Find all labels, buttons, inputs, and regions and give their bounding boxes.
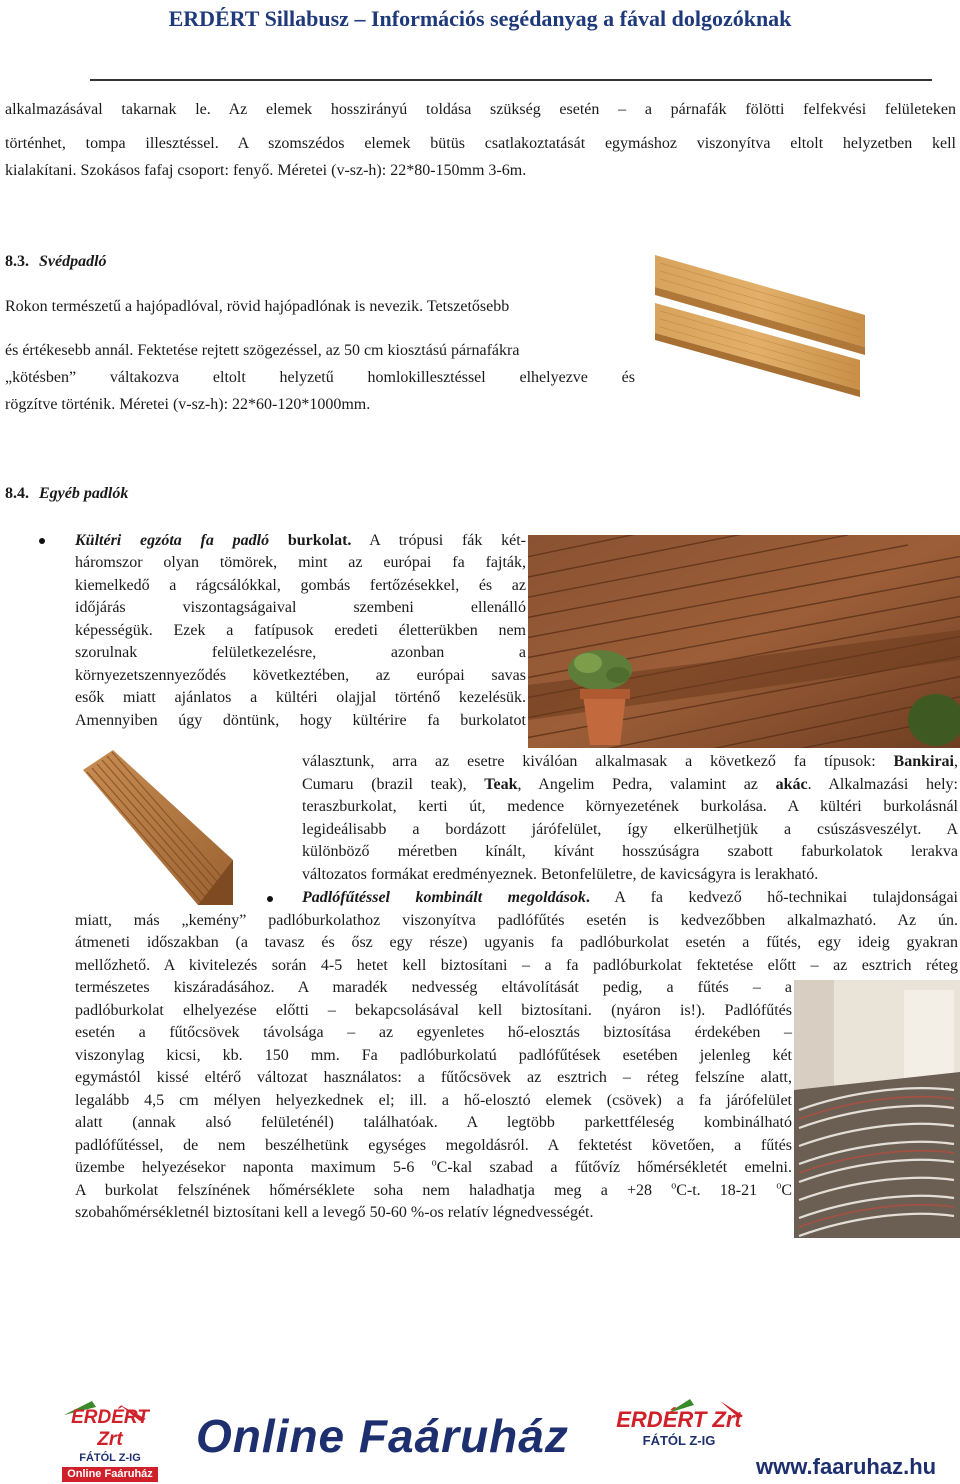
bullet-1-cont-2-akac: akác — [775, 776, 808, 793]
section-8-4-heading — [5, 485, 128, 503]
bullet-2-line-13-a: üzembe helyezésekor naponta maximum 5-6 — [75, 1159, 432, 1176]
bullet-1-cont-1 — [302, 751, 958, 774]
bullet-1-cont-2 — [302, 774, 958, 797]
bullet-1-line-3: kiemelkedő a rágcsálókkal, gombás fertőzésekkel, és az — [75, 577, 526, 594]
bullet-2-title-italic: Padlófűtéssel kombinált megoldások — [302, 889, 586, 906]
bullet-1-cont-3: teraszburkolat, kerti út, medence környezetének burkolása. A kültéri burkolásnál — [302, 798, 958, 815]
bullet-2-line-13-b: C-kal szabad a fűtővíz hőmérsékletét emelni. — [436, 1159, 792, 1176]
bullet-2-line-10: legalább 4,5 cm mélyen helyezkednek el; ill. a hő-elosztó elemek (csövek) a fa járófelület — [75, 1092, 792, 1109]
section-8-4-title: Egyéb padlók — [39, 485, 129, 502]
bullet-2-line-14-c: C — [781, 1182, 792, 1199]
bullet-1-line-1 — [75, 530, 526, 553]
bullet-1-cont-1-bankirai: Bankirai — [893, 753, 954, 770]
section-8-3-title: Svédpadló — [39, 253, 107, 270]
footer-right-logo[interactable] — [612, 1407, 746, 1449]
footer-url-link[interactable]: www.faaruhaz.hu — [756, 1454, 937, 1479]
bullet-1-cont-1-c: , — [954, 753, 958, 770]
intro-line-2: történhet, tompa illesztéssel. A szomszédos elemek bütüs csatlakoztatását egymáshoz viszonyítva eltolt helyzetben kell — [5, 135, 956, 152]
footer-banner — [0, 1393, 960, 1484]
bullet-1-cont-2-e: . Alkalmazási hely: — [807, 776, 958, 793]
bullet-1-title-rest: burkolat. — [269, 532, 352, 549]
footer-right-sub: FÁTÓL Z-IG — [642, 1433, 716, 1448]
bullet-2-title-rest: . — [585, 889, 590, 906]
underfloor-heating-photo — [794, 980, 960, 1238]
bullet-1-line-8: esők miatt ajánlatos a kültéri olajjal történő kezelésük. — [75, 689, 526, 706]
section-8-3-line-4: rögzítve történik. Méretei (v-sz-h): 22*60-120*1000mm. — [5, 396, 371, 413]
bullet-2-line-14-a: A burkolat felszínének hőmérséklete soha nem haladhatja meg a +28 — [75, 1182, 672, 1199]
bullet-2-line-3: átmeneti időszakban (a tavasz és ősz egy része) ugyanis fa padlóburkolat esetén a fűtés, egy ideig gyakran — [75, 934, 958, 951]
bullet-1-cont-5: különböző méretben kínált, kívánt hosszúságra szabott faburkolatok lerakva — [302, 843, 958, 860]
page-header-title: ERDÉRT Sillabusz – Információs segédanyag a fával dolgozóknak — [168, 6, 792, 31]
section-8-3-heading — [5, 253, 107, 271]
bullet-dot-2 — [267, 896, 273, 902]
bullet-2-line-2: miatt, más „kemény” padlóburkolathoz viszonyítva padlófűtés esetén is kedvezőbben alkalmazható. Az ún. — [75, 912, 958, 929]
bullet-2-line-12: padlófűtéssel, de nem beszélhetünk egységes megoldásról. A fektetést követően, a fűtés — [75, 1137, 792, 1154]
footer-left-sub: FÁTÓL Z-IG — [79, 1452, 141, 1464]
bullet-1-line-9: Amennyiben úgy döntünk, hogy kültérire fa burkolatot — [75, 712, 526, 729]
bullet-1-line-2: háromszor olyan tömörek, mint az európai fa fajták, — [75, 554, 526, 571]
bullet-2-line-14-b: C-t. 18-21 — [676, 1182, 777, 1199]
footer-right-brand: ERDÉRT Zrt — [616, 1407, 742, 1432]
bullet-dot-1 — [39, 538, 45, 544]
bullet-1-cont-2-a: Cumaru (brazil teak), — [302, 776, 485, 793]
section-8-3-number: 8.3. — [5, 253, 29, 270]
bullet-1-cont-6: változatos formákat eredményeznek. Betonfelületre, de kavicságyra is lerakható. — [302, 866, 819, 883]
bullet-2-line-6: padlóburkolat elhelyezése előtti – bekapcsolásával kell biztosítani. (nyáron is!). Padlófűtés — [75, 1002, 792, 1019]
bullet-1-cont-1-a: választunk, arra az esetre kiválóan alkalmasak a következő fa típusok: — [302, 753, 894, 770]
bullet-1-cont-2-teak: Teak — [484, 776, 518, 793]
bullet-2-line-15: szobahőmérsékletnél biztosítani kell a levegő 50-60 %-os relatív légnedvességét. — [75, 1204, 594, 1221]
degree-sup-1: o — [431, 1157, 437, 1169]
bullet-1-line-6: szorulnak felületkezelésre, azonban a — [75, 644, 526, 661]
bullet-2-line-13 — [75, 1157, 792, 1180]
footer-left-shop: Online Faáruház — [62, 1467, 158, 1482]
header-divider — [90, 79, 932, 81]
bullet-2-line-7: esetén a fűtőcsövek távolsága – az egyenletes hő-elosztás biztosítása érdekében – — [75, 1024, 792, 1041]
footer-left-logo[interactable] — [62, 1407, 158, 1482]
bullet-2-line-11: alatt (annak alsó felületénél) találhatóak. A legtöbb parkettféleség kombinálható — [75, 1114, 792, 1131]
bullet-2-line-1-text: A fa kedvező hő-technikai tulajdonságai — [589, 889, 959, 906]
bullet-2-line-8: viszonylag kicsi, kb. 150 mm. Fa padlóburkolatú padlófűtések esetében jelenleg két — [75, 1047, 792, 1064]
section-8-3-line-3: „kötésben” váltakozva eltolt helyzetű homlokillesztéssel elhelyezve és — [5, 369, 635, 386]
svedpadlo-board-image — [650, 255, 870, 400]
bullet-2-line-9: egymástól kissé eltérő változat használatos: a fűtőcsövek az esztrich – réteg felszíne alatt, — [75, 1069, 792, 1086]
degree-sup-3: o — [776, 1180, 782, 1192]
intro-line-3: kialakítani. Szokásos fafaj csoport: fenyő. Méretei (v-sz-h): 22*80-150mm 3-6m. — [5, 162, 527, 179]
bullet-1-cont-2-c: , Angelim Pedra, valamint az — [517, 776, 776, 793]
bullet-1-cont-4: legideálisabb a bordázott járófelület, így elkerülhetjük a csúszásveszélyt. A — [302, 821, 958, 838]
bullet-1-line-7: környezetszennyeződés következtében, az európai savas — [75, 667, 526, 684]
intro-line-1: alkalmazásával takarnak le. Az elemek hosszirányú toldása szükség esetén – a párnafák fölötti felfekvési felületeken — [5, 101, 956, 118]
degree-sup-2: o — [671, 1180, 677, 1192]
bullet-2-line-1 — [302, 887, 958, 910]
bullet-2-line-14 — [75, 1180, 792, 1203]
outdoor-deck-photo — [528, 535, 960, 748]
bullet-2-line-4: mellőzhető. A kivitelezés során 4-5 hetet kell biztosítani – a fa padlóburkolat fektetése előtt – az esztrich réteg — [75, 957, 958, 974]
bullet-1-line-1-text: A trópusi fák két- — [351, 532, 527, 549]
section-8-3-line-1: Rokon természetű a hajópadlóval, rövid hajópadlónak is nevezik. Tetszetősebb — [5, 298, 510, 315]
bullet-1-line-4: időjárás viszontagságaival szembeni ellenálló — [75, 599, 526, 616]
section-8-4-number: 8.4. — [5, 485, 29, 502]
bullet-2-line-5: természetes kiszáradásához. A maradék nedvesség eltávolítását pedig, a fűtés – a — [75, 979, 792, 996]
footer-left-brand: ERDÉRT Zrt — [71, 1407, 149, 1450]
bullet-1-title-italic: Kültéri egzóta fa padló — [75, 532, 270, 549]
section-8-3-line-2: és értékesebb annál. Fektetése rejtett szögezéssel, az 50 cm kiosztású párnafákra — [5, 342, 520, 359]
footer-banner-title[interactable]: Online Faáruház — [196, 1410, 569, 1462]
bullet-1-line-5: képességük. Ezek a fatípusok eredeti életterükben nem — [75, 622, 526, 639]
grooved-board-image — [73, 750, 233, 905]
